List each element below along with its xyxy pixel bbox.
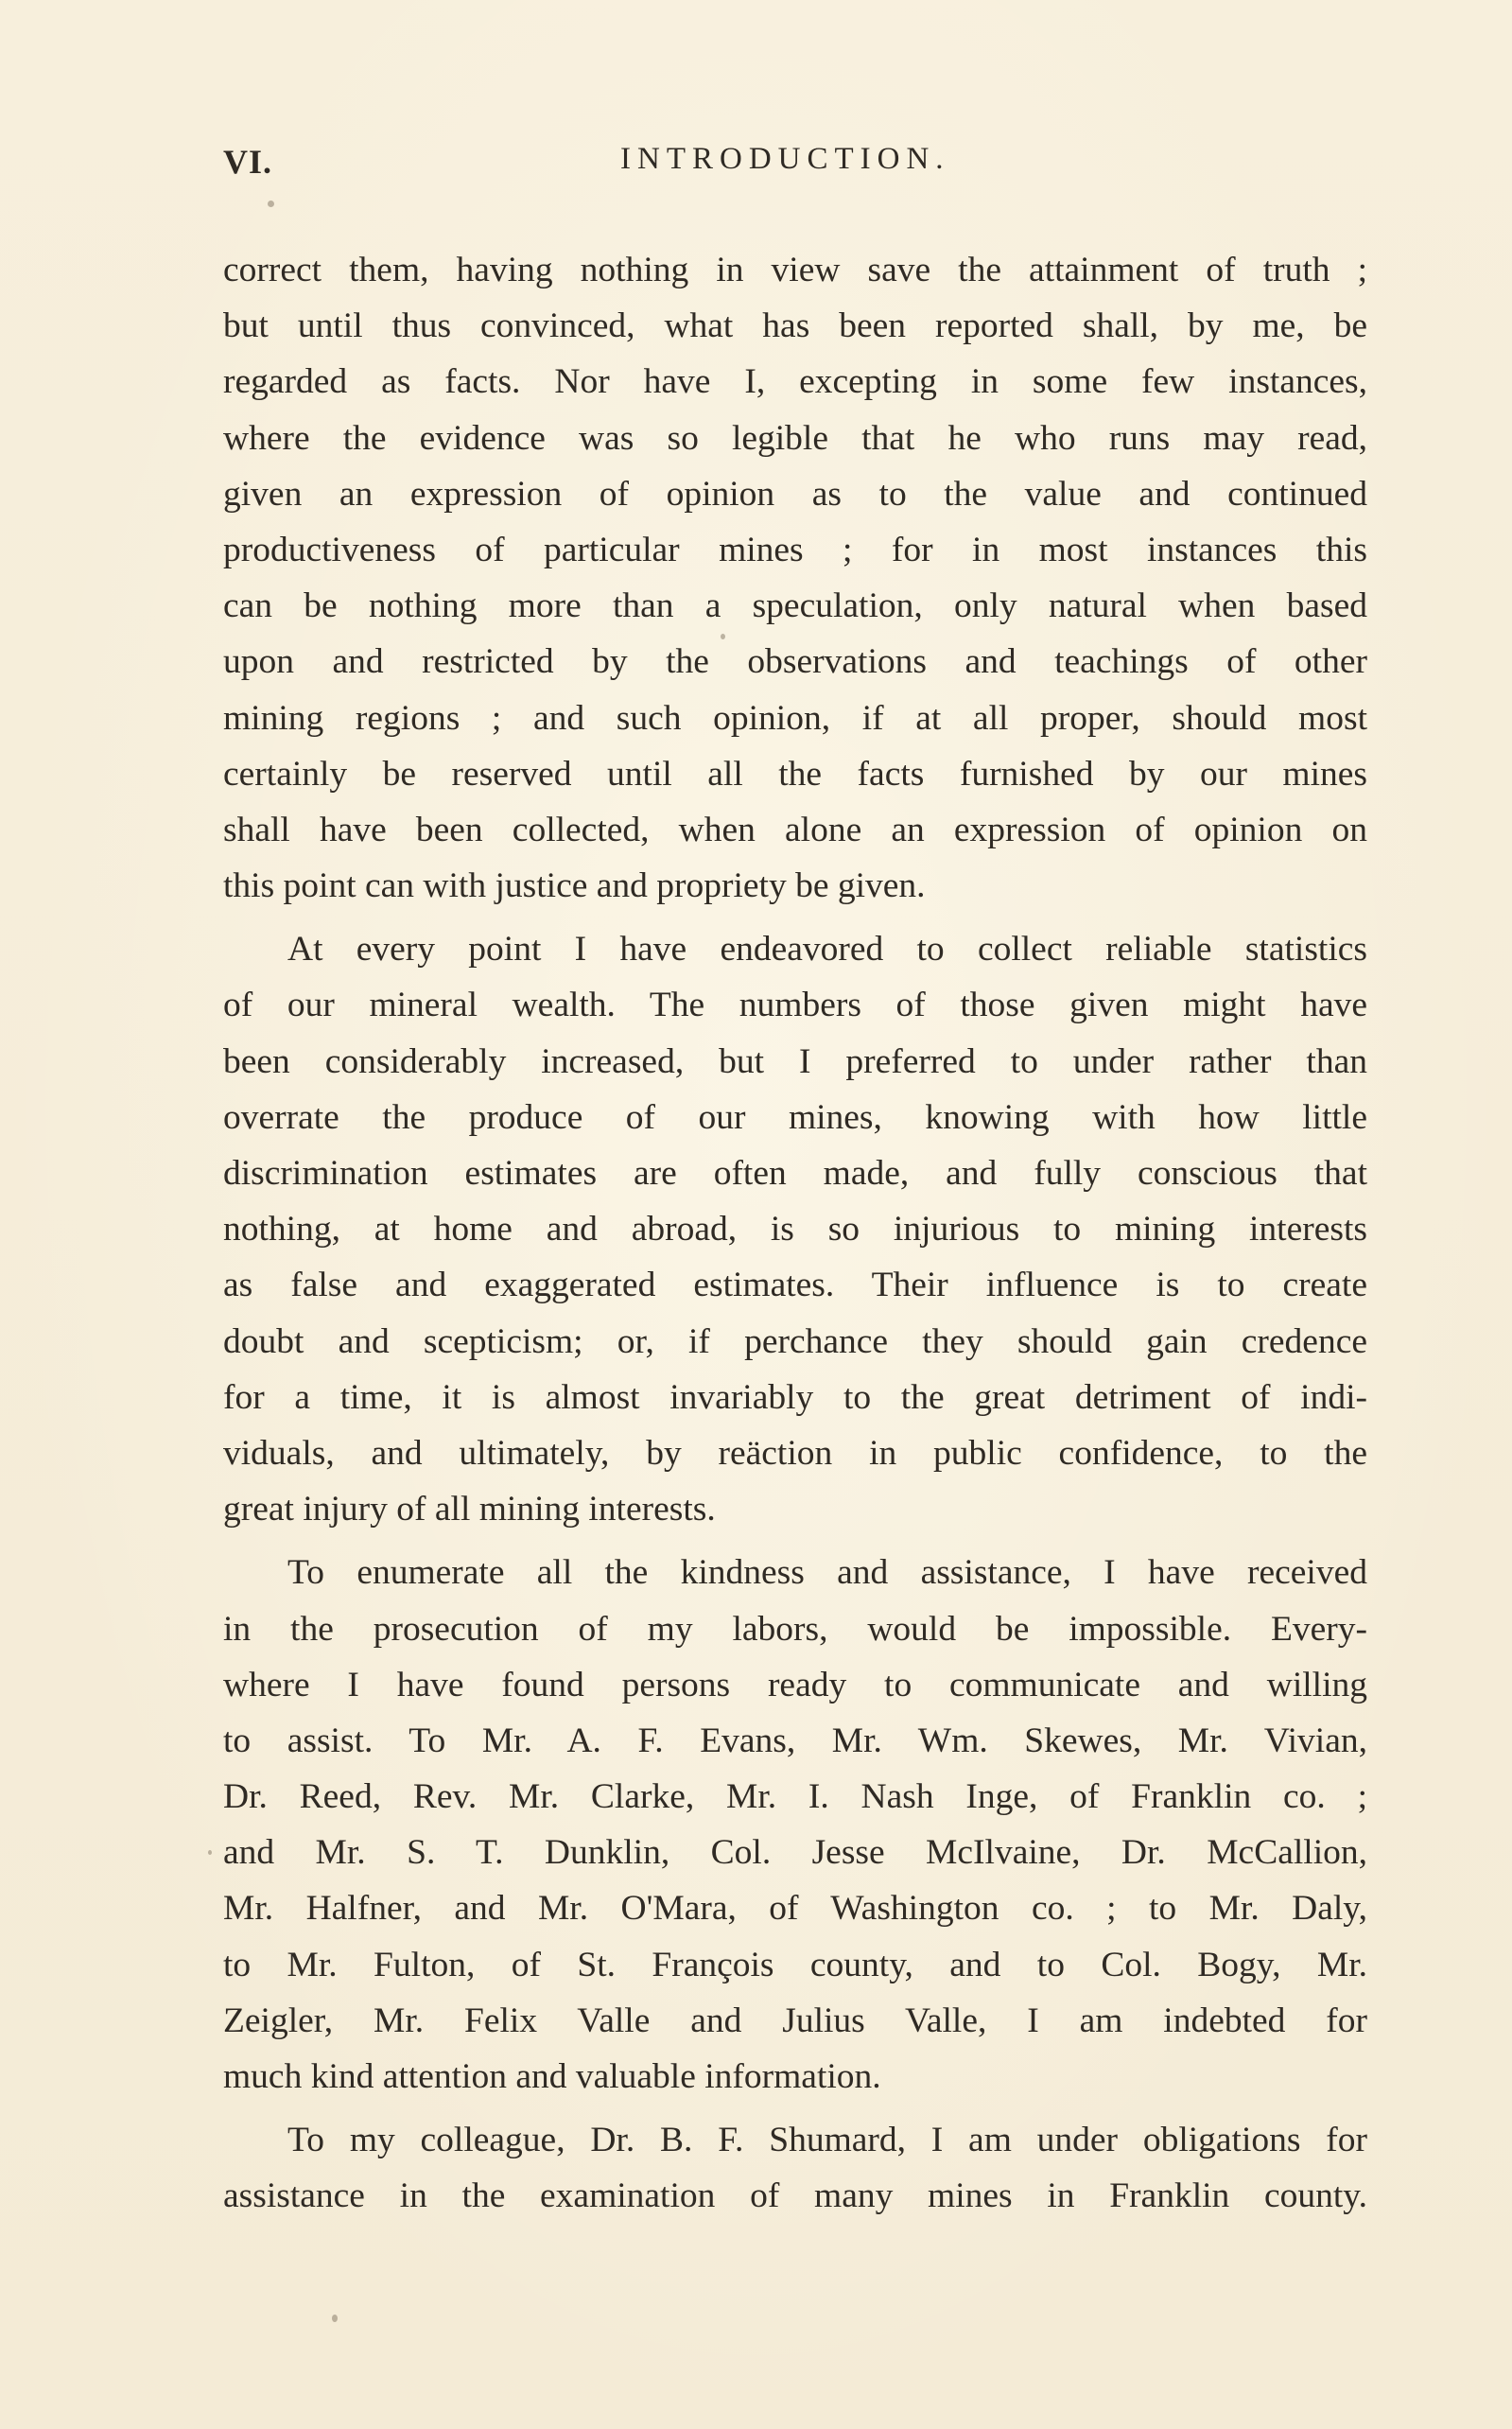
text-line: upon and restricted by the observations and teachings of other — [223, 642, 1367, 682]
paragraph-3 — [223, 1545, 1367, 2105]
text-line: great injury of all mining interests. — [223, 1490, 716, 1529]
text-line: to Mr. Fulton, of St. François county, and to Col. Bogy, Mr. — [223, 1945, 1367, 1984]
text-line: and Mr. S. T. Dunklin, Col. Jesse McIlvaine, Dr. McCallion, — [223, 1833, 1367, 1873]
text-line: much kind attention and valuable information. — [223, 2057, 881, 2096]
text-line: for a time, it is almost invariably to the great detriment of indi- — [223, 1377, 1367, 1417]
paragraph-4 — [223, 2112, 1367, 2224]
text-line: to assist. To Mr. A. F. Evans, Mr. Wm. Skewes, Mr. Vivian, — [223, 1721, 1367, 1760]
paper-speck — [332, 2315, 338, 2322]
text-line: nothing, at home and abroad, is so injurious to mining interests — [223, 1210, 1367, 1249]
text-line: of our mineral wealth. The numbers of those given might have — [223, 986, 1367, 1025]
text-line: been considerably increased, but I preferred to under rather than — [223, 1041, 1367, 1081]
text-line: where I have found persons ready to communicate and willing — [223, 1665, 1367, 1704]
paper-speck — [721, 634, 725, 639]
text-line: but until thus convinced, what has been reported shall, by me, be — [223, 306, 1367, 346]
text-line: in the prosecution of my labors, would be impossible. Every- — [223, 1609, 1367, 1649]
text-line: this point can with justice and propriety be given. — [223, 866, 926, 906]
text-line: At every point I have endeavored to collect reliable statistics — [287, 930, 1367, 970]
text-line: correct them, having nothing in view save the attainment of truth ; — [223, 251, 1367, 289]
text-line: certainly be reserved until all the facts furnished by our mines — [223, 754, 1367, 794]
body-text — [223, 242, 1367, 2225]
text-line: viduals, and ultimately, by reäction in public confidence, to the — [223, 1433, 1367, 1473]
text-line: doubt and scepticism; or, if perchance they should gain credence — [223, 1321, 1367, 1361]
text-line: discrimination estimates are often made, and fully conscious that — [223, 1154, 1367, 1193]
text-line: can be nothing more than a speculation, only natural when based — [223, 586, 1367, 626]
paper-speck — [268, 201, 274, 207]
text-line: where the evidence was so legible that he who runs may read, — [223, 418, 1367, 458]
paragraph-2 — [223, 921, 1367, 1537]
page-number: VI. — [223, 143, 273, 181]
text-line: Zeigler, Mr. Felix Valle and Julius Valle, I am indebted for — [223, 2001, 1367, 2040]
text-line: given an expression of opinion as to the value and continued — [223, 474, 1367, 514]
text-line: as false and exaggerated estimates. Their influence is to create — [223, 1266, 1367, 1305]
text-line: mining regions ; and such opinion, if at all proper, should most — [223, 698, 1367, 738]
text-line: Mr. Halfner, and Mr. O'Mara, of Washington co. ; to Mr. Daly, — [223, 1889, 1367, 1929]
running-head: INTRODUCTION. — [620, 142, 950, 176]
page-header — [223, 142, 1367, 189]
text-line: overrate the produce of our mines, knowing with how little — [223, 1097, 1367, 1137]
text-line: regarded as facts. Nor have I, excepting in some few instances, — [223, 362, 1367, 402]
text-line: Dr. Reed, Rev. Mr. Clarke, Mr. I. Nash Inge, of Franklin co. ; — [223, 1777, 1367, 1817]
text-line: assistance in the examination of many mines in Franklin county. — [223, 2176, 1367, 2216]
text-line: shall have been collected, when alone an expression of opinion on — [223, 810, 1367, 849]
text-line: productiveness of particular mines ; for in most instances this — [223, 530, 1367, 569]
text-line: To my colleague, Dr. B. F. Shumard, I am under obligations for — [287, 2121, 1367, 2160]
paragraph-1 — [223, 242, 1367, 914]
text-line: To enumerate all the kindness and assistance, I have received — [287, 1553, 1367, 1593]
paper-speck — [208, 1850, 212, 1855]
